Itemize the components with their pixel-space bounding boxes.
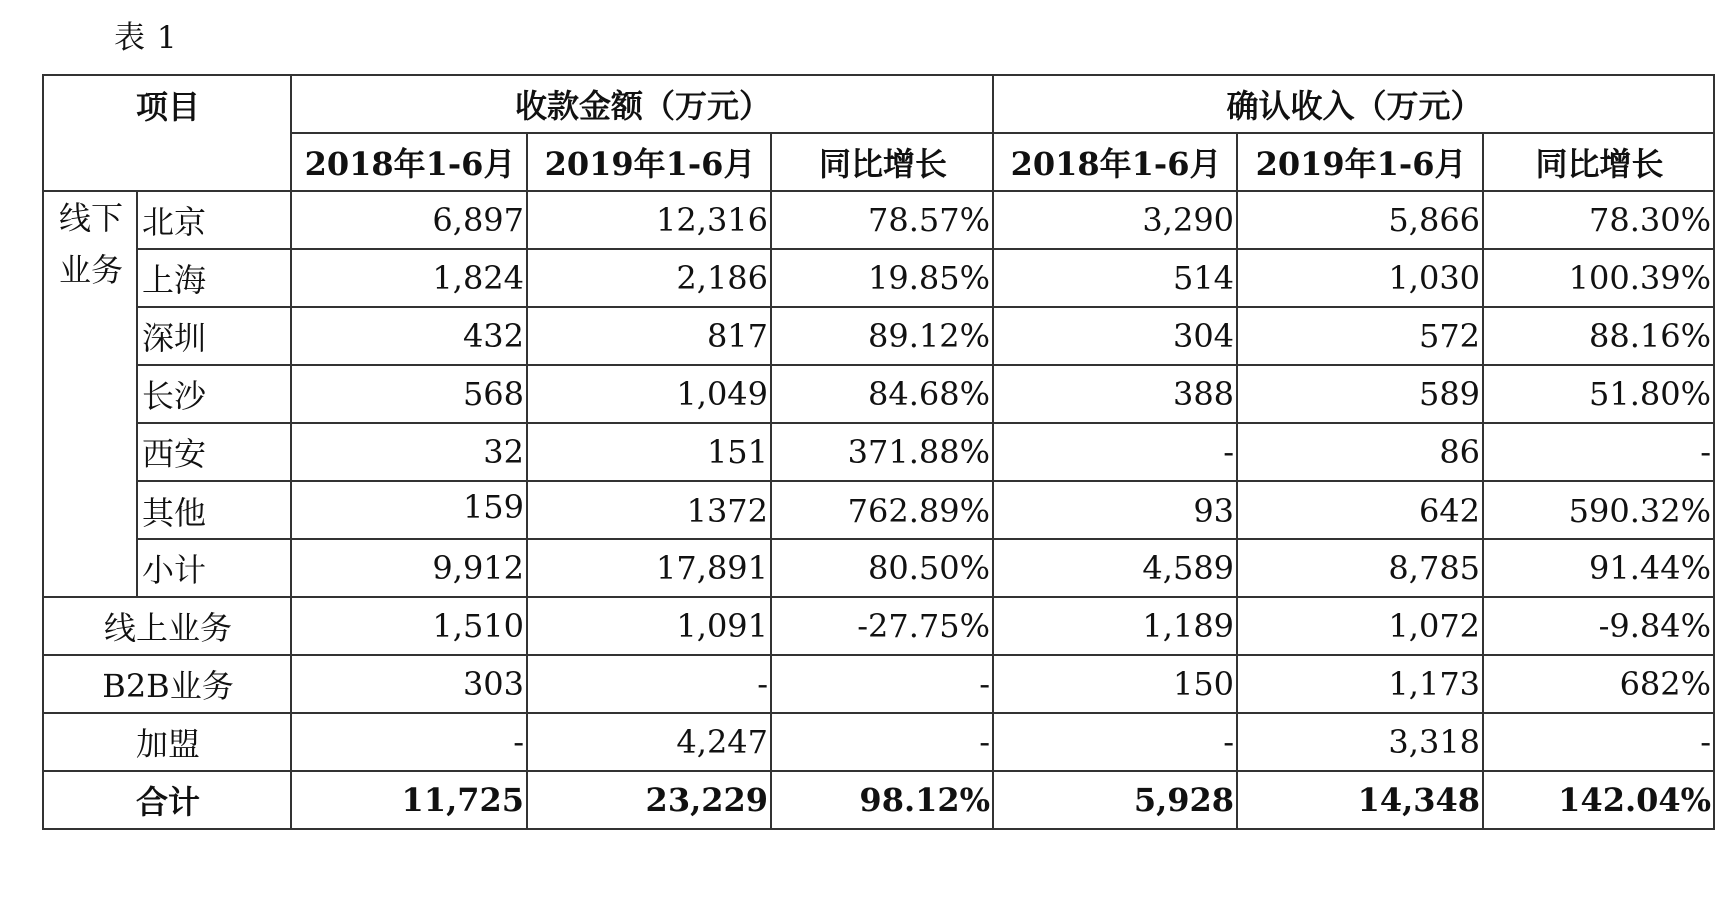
table-caption: 表 1: [114, 20, 178, 56]
header-receipts-yoy: 同比增长: [771, 133, 993, 191]
cell-revenue-yoy: 590.32%: [1483, 481, 1714, 539]
cell-receipts-2018: 9,912: [291, 539, 527, 597]
cell-revenue-2019: 3,318: [1237, 713, 1483, 771]
cell-revenue-2018: 1,189: [993, 597, 1237, 655]
table-row: [43, 655, 1714, 713]
header-receipts-2019: 2019年1-6月: [527, 133, 771, 191]
cell-receipts-2018: 432: [291, 307, 527, 365]
cell-receipts-yoy: 98.12%: [771, 771, 993, 829]
cell-receipts-yoy: 84.68%: [771, 365, 993, 423]
cell-revenue-2018: 5,928: [993, 771, 1237, 829]
cell-revenue-2019: 86: [1237, 423, 1483, 481]
header-row-groups: [43, 75, 1714, 133]
cell-revenue-yoy: -: [1483, 423, 1714, 481]
table-row: [43, 307, 1714, 365]
cell-revenue-2018: 150: [993, 655, 1237, 713]
cell-revenue-2019: 14,348: [1237, 771, 1483, 829]
row-name: 合计: [43, 771, 291, 829]
header-revenue-2018: 2018年1-6月: [993, 133, 1237, 191]
cell-revenue-yoy: 91.44%: [1483, 539, 1714, 597]
table-row: [43, 191, 1714, 249]
cell-receipts-2018: 1,824: [291, 249, 527, 307]
header-item: 项目: [43, 75, 291, 191]
cell-receipts-yoy: -: [771, 655, 993, 713]
cell-receipts-2019: 17,891: [527, 539, 771, 597]
cell-revenue-2019: 1,072: [1237, 597, 1483, 655]
row-name: 小计: [137, 539, 291, 597]
header-revenue-2019: 2019年1-6月: [1237, 133, 1483, 191]
table-row: [43, 365, 1714, 423]
cell-receipts-2019: 23,229: [527, 771, 771, 829]
cell-receipts-2019: 817: [527, 307, 771, 365]
row-name: 其他: [137, 481, 291, 539]
cell-revenue-2019: 5,866: [1237, 191, 1483, 249]
row-name: 长沙: [137, 365, 291, 423]
cell-receipts-2019: 1,049: [527, 365, 771, 423]
cell-revenue-yoy: -9.84%: [1483, 597, 1714, 655]
row-name: B2B业务: [43, 655, 291, 713]
table-row: [43, 249, 1714, 307]
cell-receipts-2019: 4,247: [527, 713, 771, 771]
cell-receipts-2019: 1,091: [527, 597, 771, 655]
row-name: 线上业务: [43, 597, 291, 655]
cell-revenue-yoy: 142.04%: [1483, 771, 1714, 829]
cell-receipts-yoy: -: [771, 713, 993, 771]
cell-revenue-2019: 589: [1237, 365, 1483, 423]
cell-receipts-2019: 2,186: [527, 249, 771, 307]
cell-revenue-2018: 93: [993, 481, 1237, 539]
cell-revenue-yoy: -: [1483, 713, 1714, 771]
cell-revenue-2019: 8,785: [1237, 539, 1483, 597]
cell-revenue-yoy: 78.30%: [1483, 191, 1714, 249]
cell-receipts-yoy: 89.12%: [771, 307, 993, 365]
cell-receipts-2019: -: [527, 655, 771, 713]
row-name: 上海: [137, 249, 291, 307]
table-row: [43, 539, 1714, 597]
cell-receipts-yoy: 80.50%: [771, 539, 993, 597]
cell-receipts-yoy: 762.89%: [771, 481, 993, 539]
cell-revenue-2018: -: [993, 423, 1237, 481]
cell-revenue-yoy: 682%: [1483, 655, 1714, 713]
offline-group-label: [43, 191, 137, 597]
row-name: 西安: [137, 423, 291, 481]
header-revenue-group: 确认收入（万元）: [993, 75, 1714, 133]
table-row: [43, 481, 1714, 539]
table-row: [43, 713, 1714, 771]
cell-revenue-2018: 388: [993, 365, 1237, 423]
cell-receipts-yoy: 19.85%: [771, 249, 993, 307]
header-receipts-2018: 2018年1-6月: [291, 133, 527, 191]
row-name: 北京: [137, 191, 291, 249]
cell-revenue-2019: 1,030: [1237, 249, 1483, 307]
cell-revenue-yoy: 100.39%: [1483, 249, 1714, 307]
cell-receipts-2019: 151: [527, 423, 771, 481]
header-revenue-yoy: 同比增长: [1483, 133, 1714, 191]
cell-revenue-2018: -: [993, 713, 1237, 771]
cell-revenue-yoy: 88.16%: [1483, 307, 1714, 365]
cell-receipts-yoy: 78.57%: [771, 191, 993, 249]
cell-revenue-2018: 3,290: [993, 191, 1237, 249]
total-row: [43, 771, 1714, 829]
cell-revenue-2018: 304: [993, 307, 1237, 365]
table-row: [43, 597, 1714, 655]
cell-revenue-2019: 572: [1237, 307, 1483, 365]
offline-label-line2: 业务: [58, 251, 123, 289]
cell-receipts-2018: 568: [291, 365, 527, 423]
cell-receipts-2018: 159: [291, 481, 527, 539]
header-row-periods: [43, 133, 1714, 191]
cell-receipts-2019: 12,316: [527, 191, 771, 249]
cell-receipts-yoy: 371.88%: [771, 423, 993, 481]
cell-receipts-2019: 1372: [527, 481, 771, 539]
row-name: 加盟: [43, 713, 291, 771]
cell-receipts-2018: 32: [291, 423, 527, 481]
data-table: [42, 74, 1715, 830]
header-receipts-group: 收款金额（万元）: [291, 75, 993, 133]
row-name: 深圳: [137, 307, 291, 365]
offline-label-line1: 线下: [58, 199, 123, 237]
cell-revenue-yoy: 51.80%: [1483, 365, 1714, 423]
cell-receipts-2018: 1,510: [291, 597, 527, 655]
cell-revenue-2019: 642: [1237, 481, 1483, 539]
cell-revenue-2018: 4,589: [993, 539, 1237, 597]
table-row: [43, 423, 1714, 481]
cell-receipts-2018: 6,897: [291, 191, 527, 249]
cell-revenue-2019: 1,173: [1237, 655, 1483, 713]
cell-receipts-2018: 11,725: [291, 771, 527, 829]
cell-receipts-2018: 303: [291, 655, 527, 713]
cell-receipts-yoy: -27.75%: [771, 597, 993, 655]
cell-revenue-2018: 514: [993, 249, 1237, 307]
cell-receipts-2018: -: [291, 713, 527, 771]
